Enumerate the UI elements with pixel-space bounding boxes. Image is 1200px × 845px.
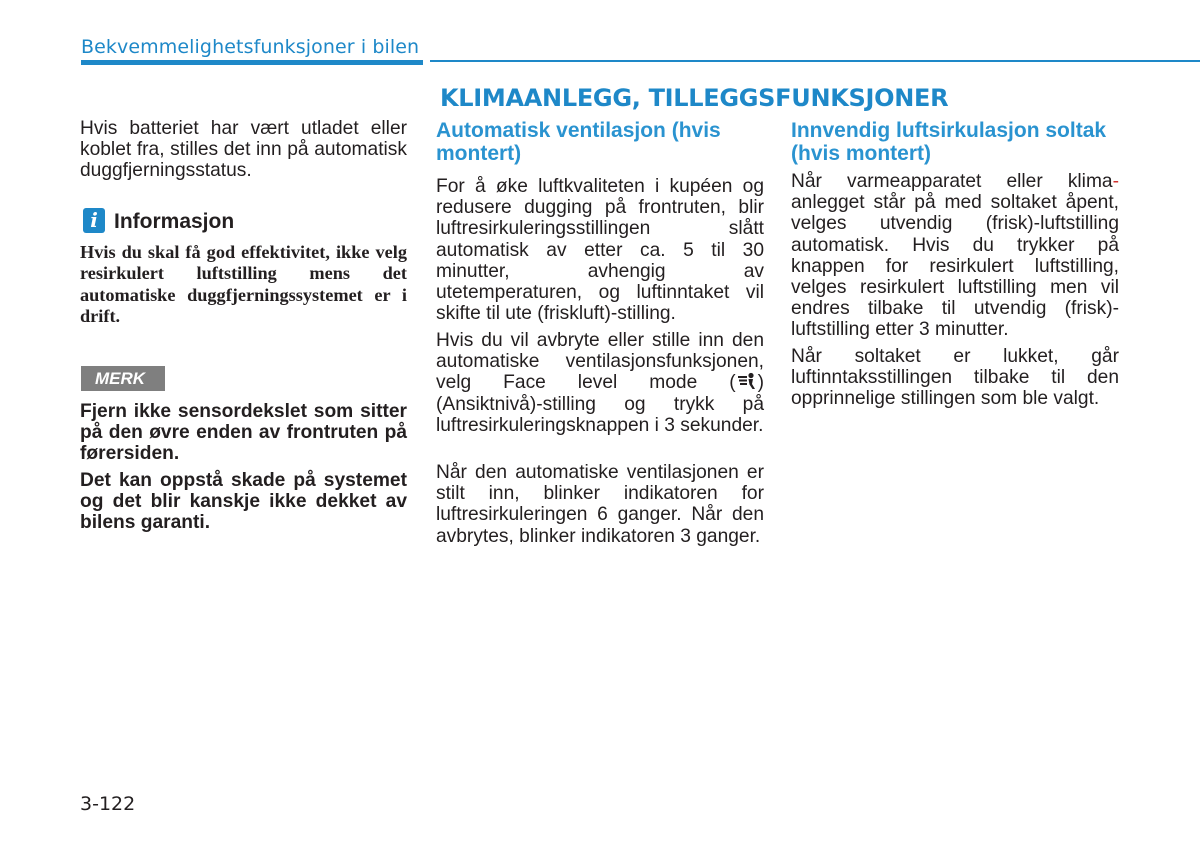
sunroof-p1-rest: anlegget står på med soltaket åpent, velges utvendig (frisk)-luftstilling automatisk. Hvis du trykker på knappen for resirkulert luftstilling, velges resirkulert luftstilling men vil endres tilbake til utvendig (frisk)- luftstilling etter 3 minutter.	[791, 192, 1119, 341]
sunroof-recirculation-heading: Innvendig luftsirkulasjon soltak (hvis montert)	[791, 119, 1107, 165]
soft-hyphen: -	[1112, 171, 1119, 192]
auto-vent-paragraph-1: For å øke luftkvaliteten i kupéen og redusere dugging på frontruten, blir luftresirkuleringsstillingen slått automatisk av etter ca. 5 til 30 minutter, avhengig av utetemperaturen, og luftinntaket vil skifte til ute (friskluft)-stilling.	[436, 176, 764, 325]
sunroof-paragraph-1	[791, 171, 1119, 341]
chapter-title: Bekvemmelighetsfunksjoner i bilen	[81, 36, 420, 58]
auto-vent-paragraph-3: Når den automatiske ventilasjonen er stilt inn, blinker indikatoren for luftresirkuleringen 6 ganger. Når den avbrytes, blinker indikatoren 3 ganger.	[436, 462, 764, 547]
page-number: 3-122	[80, 793, 136, 815]
merk-paragraph-2: Det kan oppstå skade på systemet og det blir kanskje ikke dekket av bilens garanti.	[80, 470, 407, 534]
automatic-ventilation-heading: Automatisk ventilasjon (hvis montert)	[436, 119, 721, 165]
info-icon: i	[83, 208, 105, 233]
sunroof-paragraph-2: Når soltaket er lukket, går luftinntaksstillingen tilbake til den opprinnelige stillingen som ble valgt.	[791, 346, 1119, 410]
auto-vent-paragraph-2	[436, 330, 764, 436]
auto-vent-p2-end: ) (Ansiktnivå)-stilling og trykk på luftresirkuleringsknappen i 3 sekunder.	[436, 372, 764, 436]
info-text: Hvis du skal få god effektivitet, ikke velg resirkulert luftstilling mens det automatiske duggfjerningssystemet er i drift.	[80, 242, 407, 326]
info-heading: Informasjon	[114, 210, 235, 233]
header-rule-right	[430, 60, 1200, 62]
auto-vent-p2-start: Hvis du vil avbryte eller stille inn den automatiske ventilasjonsfunksjonen, velg Face level mode (	[436, 330, 764, 394]
merk-badge: MERK	[81, 366, 165, 391]
face-level-mode-icon	[736, 372, 758, 390]
merk-paragraph-1: Fjern ikke sensordekslet som sitter på den øvre enden av frontruten på førersiden.	[80, 401, 407, 465]
section-title: KLIMAANLEGG, TILLEGGSFUNKSJONER	[440, 84, 949, 112]
intro-paragraph: Hvis batteriet har vært utladet eller koblet fra, stilles det inn på automatisk duggfjerningsstatus.	[80, 118, 407, 182]
sunroof-p1-start: Når varmeapparatet eller klima	[791, 171, 1113, 192]
header-rule-left	[81, 60, 423, 65]
